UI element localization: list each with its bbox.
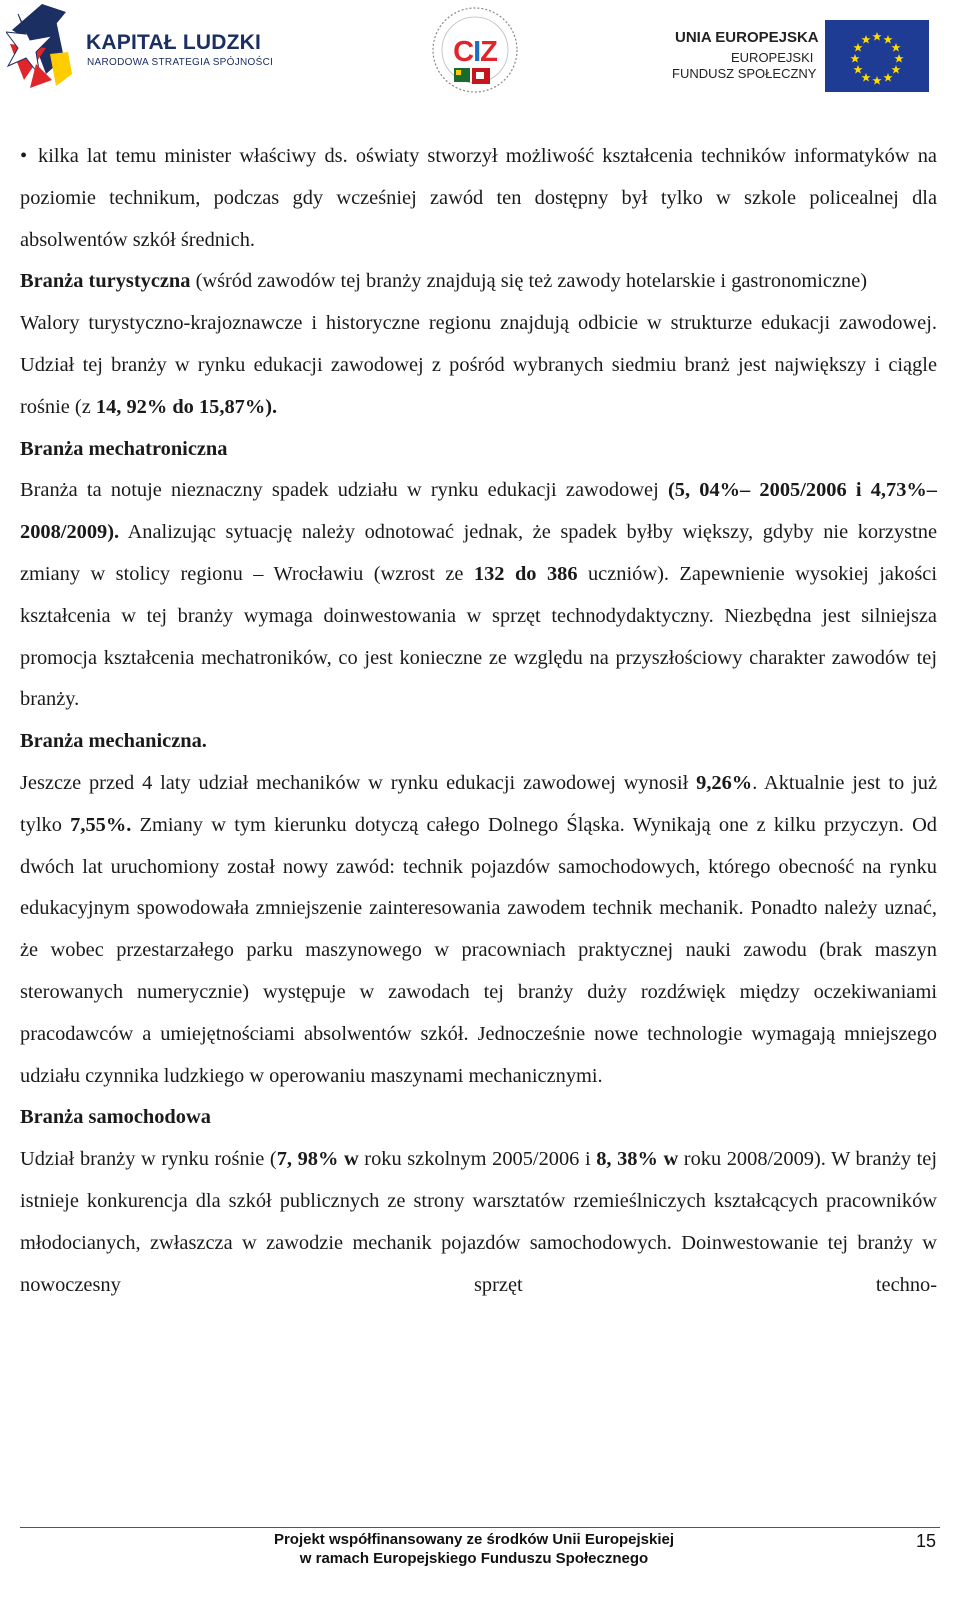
bullet-icon: • [20,145,28,167]
eu-line-2: EUROPEJSKI [731,50,814,65]
tourism-intro: Branża turystyczna (wśród zawodów tej branży znajdują się też zawody hotelarskie i gastronomiczne) [20,270,868,293]
automotive-paragraph: Udział branży w rynku rośnie (7, 98% w roku szkolnym 2005/2006 i 8, 38% w roku 2008/2009). W branży tej istnieje konkurencja dla szkół publicznych ze strony warsztatów rzemieślniczych kształcących pracowników młodocianych, zwłaszcza w zawodzie mechanik pojazdów samochodowych. Doinwestowanie tej branży w nowoczesny sprzęt techno- [20,1148,937,1296]
footer-line-1: Projekt współfinansowany ze środków Unii Europejskiej [273,1531,675,1548]
eu-line-1: UNIA EUROPEJSKA [675,29,819,46]
page-header [0,0,960,110]
eu-flag-icon [825,20,929,92]
page-number: 15 [915,1531,936,1551]
footer-divider [20,1527,940,1528]
tourism-paragraph: Walory turystyczno-krajoznawcze i historyczne regionu znajdują odbicie w strukturze edukacji zawodowej. Udział tej branży w rynku edukacji zawodowej z pośród wybranych siedmiu branż jest największy i ciągle rośnie (z 14, 92% do 15,87%). [20,312,937,418]
star-icon [6,2,86,92]
heading-mechanics: Branża mechaniczna. [20,730,207,753]
heading-mechatronics: Branża mechatroniczna [20,437,228,460]
mechatronics-paragraph: Branża ta notuje nieznaczny spadek udziału w rynku edukacji zawodowej (5, 04%– 2005/2006 i 4,73%–2008/2009). Analizując sytuację należy odnotować jednak, że spadek byłby większy, gdyby nie korzystne zmiany w stolicy regionu – Wrocławiu (wzrost ze 132 do 386 uczniów). Zapewnienie wysokiej jakości kształcenia w tej branży wymaga doinwestowania w sprzęt technodydaktyczny. Niezbędna jest silniejsza promocja kształcenia mechatroników, co jest konieczne ze względu na przyszłościowy charakter zawodów tej branży. [20,479,938,711]
kapital-ludzki-subtitle: NARODOWA STRATEGIA SPÓJNOŚCI [87,57,274,68]
kapital-ludzki-title: KAPITAŁ LUDZKI [86,31,262,54]
bullet-paragraph: • kilka lat temu minister właściwy ds. oświaty stworzył możliwość kształcenia techników informatyków na poziomie technikum, podczas gdy wcześniej zawód ten dostępny był tylko w szkole policealnej dla absolwentów szkół średnich. [20,136,937,261]
footer-line-2: w ramach Europejskiego Funduszu Społecznego [299,1550,649,1567]
document-body [20,136,937,1306]
ciz-logo-text: CIZ [453,36,497,68]
kapital-ludzki-logo [6,2,296,92]
mechanics-paragraph: Jeszcze przed 4 laty udział mechaników w rynku edukacji zawodowej wynosił 9,26%. Aktualnie jest to już tylko 7,55%. Zmiany w tym kierunku dotyczą całego Dolnego Śląska. Wynikają one z kilku przyczyn. Od dwóch lat uruchomiony został nowy zawód: technik pojazdów samochodowych, którego obecność na rynku edukacyjnym spowodowała zmniejszenie zainteresowania zawodem technik mechanik. Ponadto należy uznać, że wobec przestarzałego parku maszynowego w pracowniach praktycznej nauki zawodu (brak maszyn sterowanych numerycznie) występuje w zawodach tej branży duży rozdźwięk między oczekiwaniami pracodawców a umiejętnościami absolwentów szkół. Jednocześnie nowe technologie wymagają mniejszego udziału czynnika ludzkiego w operowaniu maszynami mechanicznymi. [20,771,937,1087]
ciz-logo [430,2,520,100]
heading-tourism: Branża turystyczna [20,270,191,293]
page-footer [0,1531,960,1591]
eu-line-3: FUNDUSZ SPOŁECZNY [672,66,817,81]
heading-automotive: Branża samochodowa [20,1106,211,1129]
